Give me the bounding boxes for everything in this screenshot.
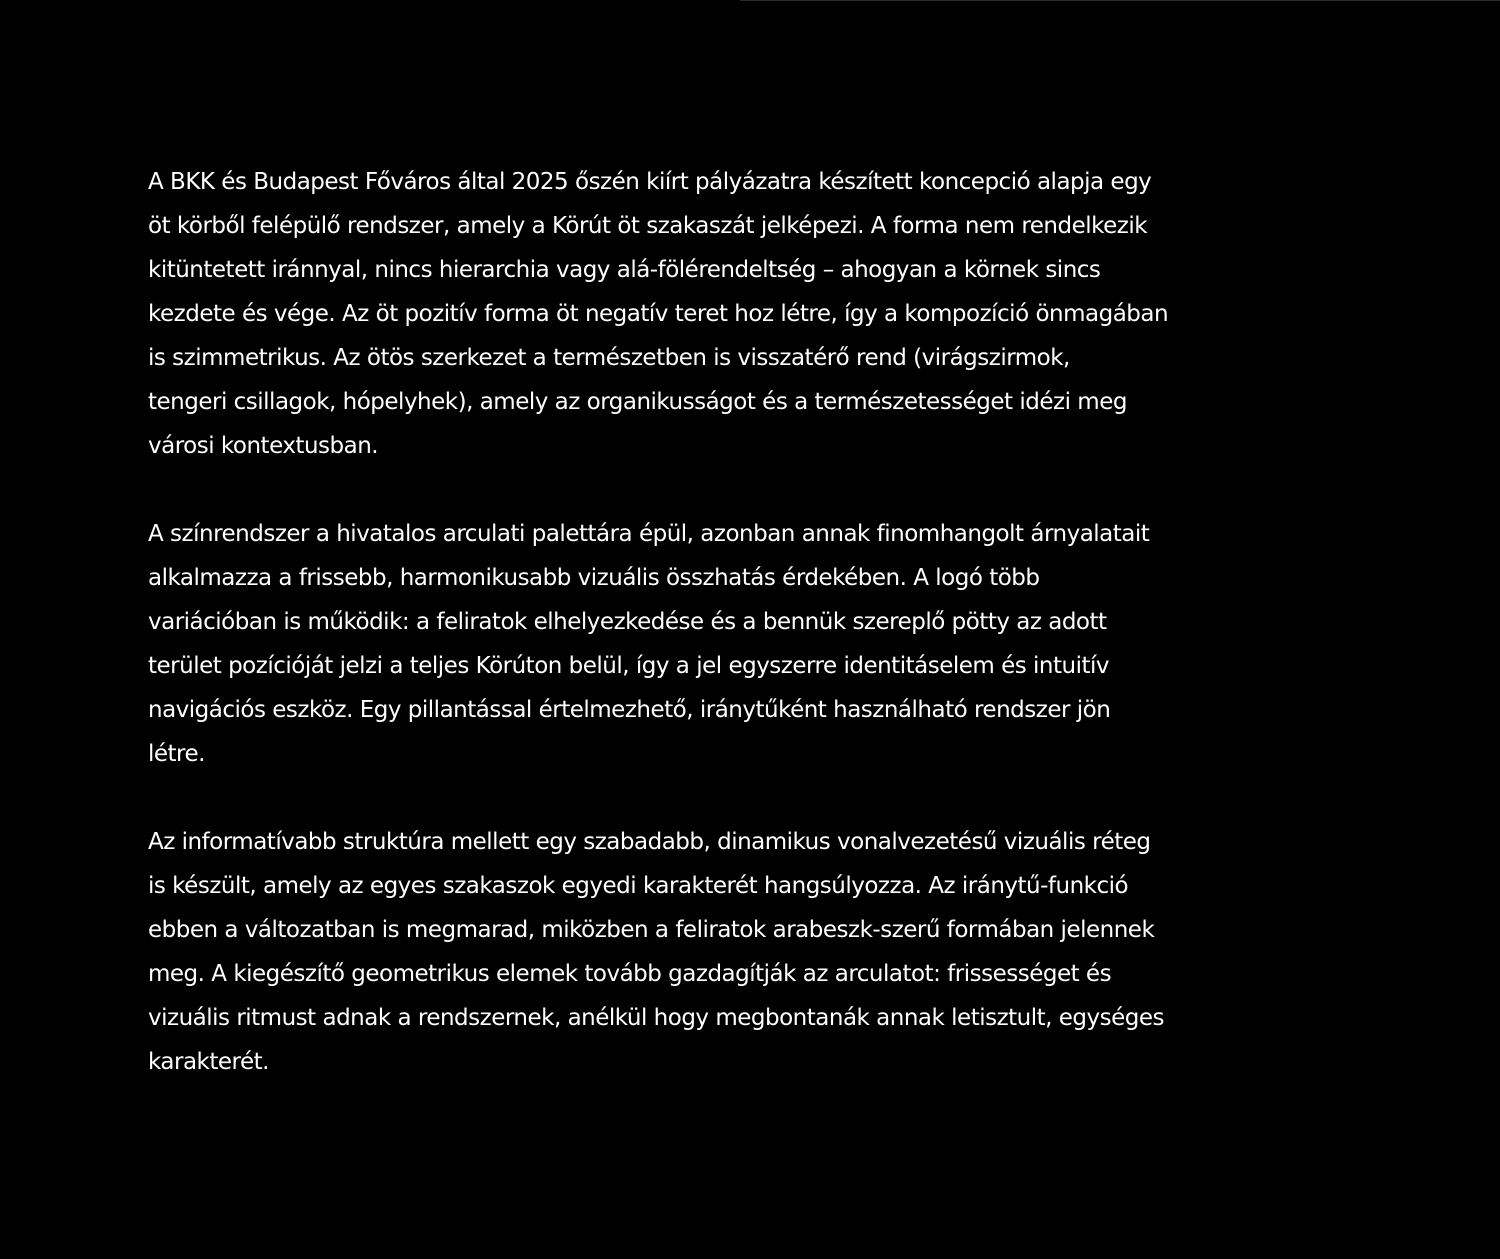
text-body	[148, 160, 1388, 1128]
text-line: A színrendszer a hivatalos arculati palettára épül, azonban annak finomhangolt árnyalatait	[148, 521, 1150, 547]
text-line: is szimmetrikus. Az ötös szerkezet a természetben is visszatérő rend (virágszirmok,	[148, 345, 1070, 371]
text-line: variációban is működik: a feliratok elhelyezkedése és a bennük szereplő pötty az adott	[148, 609, 1107, 635]
text-line: kitüntetett iránnyal, nincs hierarchia vagy alá-fölérendeltség – ahogyan a körnek sincs	[148, 257, 1101, 283]
text-line: meg. A kiegészítő geometrikus elemek tovább gazdagítják az arculatot: frissességet és	[148, 961, 1112, 987]
text-line: létre.	[148, 741, 205, 767]
paragraph-visual-layer	[148, 820, 1388, 1084]
top-divider	[740, 0, 1500, 1]
text-line: városi kontextusban.	[148, 433, 379, 459]
paragraph-color-system	[148, 512, 1388, 776]
text-line: öt körből felépülő rendszer, amely a Körút öt szakaszát jelképezi. A forma nem rendelkezik	[148, 213, 1148, 239]
text-line: karakterét.	[148, 1049, 269, 1075]
text-line: navigációs eszköz. Egy pillantással értelmezhető, iránytűként használható rendszer jön	[148, 697, 1111, 723]
text-line: tengeri csillagok, hópelyhek), amely az organikusságot és a természetességet idézi meg	[148, 389, 1127, 415]
text-line: is készült, amely az egyes szakaszok egyedi karakterét hangsúlyozza. Az iránytű-funkció	[148, 873, 1129, 899]
text-line: A BKK és Budapest Főváros által 2025 őszén kiírt pályázatra készített koncepció alapja egy	[148, 169, 1152, 195]
text-line: Az informatívabb struktúra mellett egy szabadabb, dinamikus vonalvezetésű vizuális réteg	[148, 829, 1151, 855]
text-line: alkalmazza a frissebb, harmonikusabb vizuális összhatás érdekében. A logó több	[148, 565, 1040, 591]
paragraph-concept	[148, 160, 1388, 468]
text-line: ebben a változatban is megmarad, miközben a feliratok arabeszk-szerű formában jelennek	[148, 917, 1155, 943]
text-line: kezdete és vége. Az öt pozitív forma öt negatív teret hoz létre, így a kompozíció önmagában	[148, 301, 1169, 327]
text-line: vizuális ritmust adnak a rendszernek, anélkül hogy megbontanák annak letisztult, egységes	[148, 1005, 1165, 1031]
text-line: terület pozícióját jelzi a teljes Körúton belül, így a jel egyszerre identitáselem és intuitív	[148, 653, 1110, 679]
